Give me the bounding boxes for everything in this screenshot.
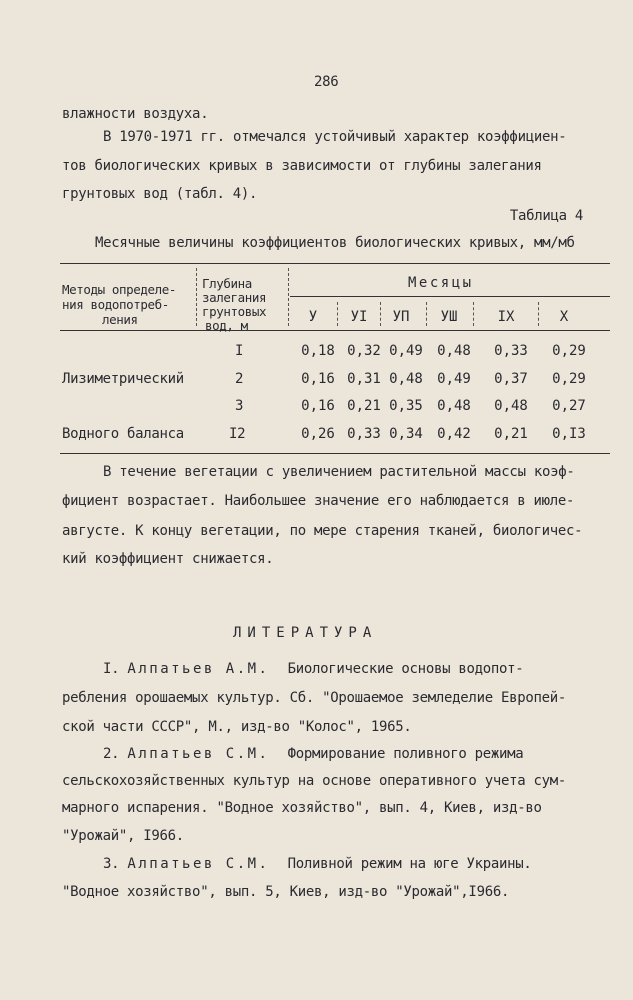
reference-entry (103, 661, 523, 677)
reference-text: Поливной режим на юге Украины. (287, 856, 532, 872)
reference-number: 3. (103, 856, 120, 872)
row-depth: 2 (235, 371, 244, 387)
header-method-line-2: ния водопотреб- (62, 297, 169, 312)
reference-text: марного испарения. "Водное хозяйство", вып. 4, Киев, изд-во (62, 800, 542, 816)
row-value: 0,33 (347, 426, 381, 442)
row-value: 0,35 (389, 398, 423, 414)
row-value: 0,33 (494, 343, 528, 359)
reference-author: Алпатьев С.М. (127, 746, 270, 762)
row-value: 0,31 (347, 371, 381, 387)
after-table-line-1: В течение вегетации с увеличением растительной массы коэф- (103, 464, 575, 480)
reference-text: Формирование поливного режима (287, 746, 524, 762)
header-method-line-3: ления (102, 312, 138, 327)
header-method-line-1: Методы определе- (62, 282, 177, 297)
row-value: 0,49 (437, 371, 471, 387)
header-month: УШ (440, 309, 458, 325)
row-value: 0,16 (301, 371, 335, 387)
reference-number: I. (103, 661, 120, 677)
reference-entry (103, 746, 523, 762)
row-value: 0,48 (437, 343, 471, 359)
header-depth-line-3: грунтовых (202, 304, 267, 319)
row-method: Водного баланса (62, 426, 184, 442)
intro-line-1: влажности воздуха. (62, 106, 209, 122)
row-value: 0,29 (552, 343, 586, 359)
row-value: 0,I3 (552, 426, 586, 442)
row-value: 0,48 (437, 398, 471, 414)
reference-entry (103, 856, 532, 872)
row-value: 0,42 (437, 426, 471, 442)
header-month: УI (350, 309, 368, 325)
reference-text: "Урожай", I966. (62, 828, 184, 844)
header-month: У (308, 309, 318, 325)
row-method: Лизиметрический (62, 371, 184, 387)
reference-author: Алпатьев С.М. (127, 856, 270, 872)
row-value: 0,18 (301, 343, 335, 359)
literature-title: ЛИТЕРАТУРА (233, 625, 378, 641)
row-value: 0,48 (389, 371, 423, 387)
header-depth-line-1: Глубина (202, 276, 252, 291)
row-depth: 3 (235, 398, 244, 414)
row-value: 0,21 (494, 426, 528, 442)
row-value: 0,48 (494, 398, 528, 414)
reference-text: сельскохозяйственных культур на основе оперативного учета сум- (62, 773, 566, 789)
table-label: Таблица 4 (509, 208, 583, 224)
row-value: 0,21 (347, 398, 381, 414)
reference-text: Биологические основы водопот- (287, 661, 524, 677)
after-table-line-4: кий коэффициент снижается. (62, 551, 274, 567)
header-depth-line-4: вод, м (205, 318, 248, 333)
after-table-line-2: фициент возрастает. Наибольшее значение его наблюдается в июле- (62, 493, 575, 509)
after-table-line-3: августе. К концу вегетации, по мере старения тканей, биологичес- (62, 523, 583, 539)
row-value: 0,49 (389, 343, 423, 359)
page-number: 286 (314, 74, 339, 90)
row-value: 0,34 (389, 426, 423, 442)
header-month: УП (392, 309, 410, 325)
row-value: 0,16 (301, 398, 335, 414)
row-value: 0,29 (552, 371, 586, 387)
reference-text: ребления орошаемых культур. Сб. "Орошаемое земледелие Европей- (62, 690, 566, 706)
header-months-label: Месяцы (408, 275, 474, 291)
intro-line-2: В 1970-1971 гг. отмечался устойчивый характер коэффициен- (103, 129, 567, 145)
table-header-rule (60, 330, 610, 331)
months-subheader-rule (290, 296, 610, 297)
header-separator-method (196, 268, 197, 326)
row-value: 0,37 (494, 371, 528, 387)
table-bottom-rule (60, 453, 610, 454)
row-value: 0,32 (347, 343, 381, 359)
reference-number: 2. (103, 746, 120, 762)
header-depth-line-2: залегания (202, 290, 267, 305)
intro-line-4: грунтовых вод (табл. 4). (62, 186, 258, 202)
header-month: X (559, 309, 569, 325)
header-month: IX (497, 309, 515, 325)
intro-line-3: тов биологических кривых в зависимости от глубины залегания (62, 158, 542, 174)
table-title: Месячные величины коэффициентов биологических кривых, мм/мб (95, 235, 575, 251)
reference-text: ской части СССР", М., изд-во "Колос", 1965. (62, 719, 412, 735)
row-depth: I2 (229, 426, 246, 442)
reference-author: Алпатьев А.М. (127, 661, 270, 677)
row-value: 0,26 (301, 426, 335, 442)
row-value: 0,27 (552, 398, 586, 414)
reference-text: "Водное хозяйство", вып. 5, Киев, изд-во "Урожай",I966. (62, 884, 510, 900)
table-top-rule (60, 263, 610, 264)
row-depth: I (235, 343, 244, 359)
